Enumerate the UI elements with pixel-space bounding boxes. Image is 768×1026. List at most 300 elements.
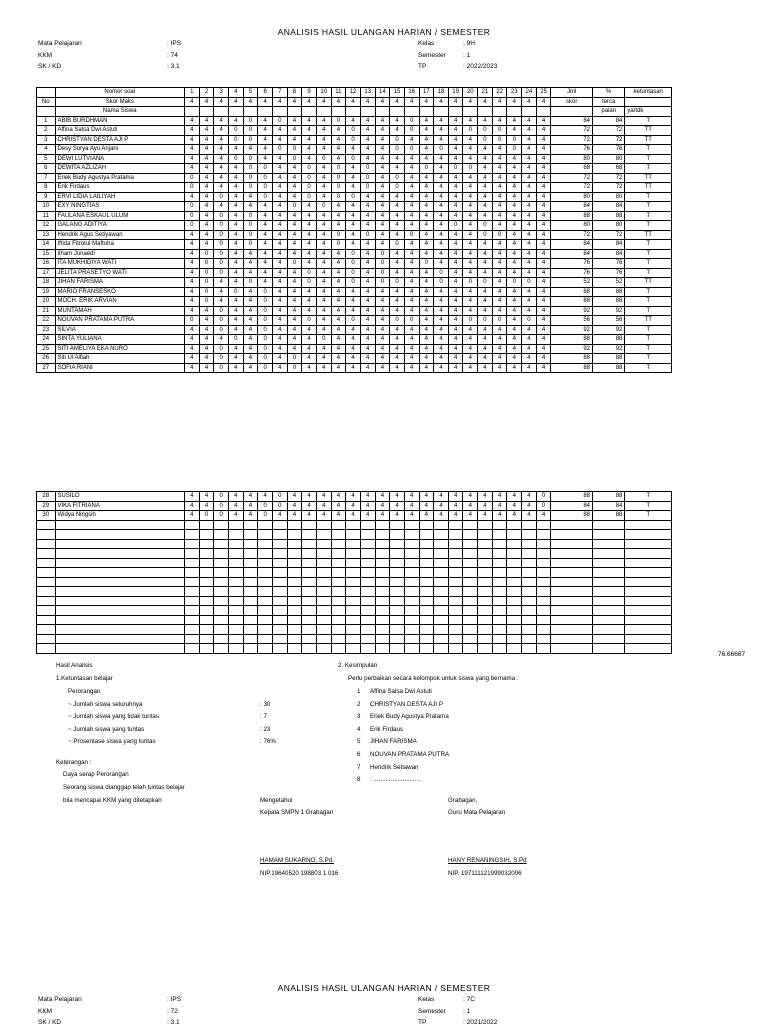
signature-right-role: Guru Mata Pelajaran (448, 809, 506, 816)
header-blank (258, 107, 273, 117)
student-total: 88 (551, 297, 593, 307)
question-number: 17 (419, 88, 434, 98)
student-score: 4 (390, 492, 405, 502)
empty-cell (331, 520, 346, 530)
conclusion-number: 6 (357, 751, 361, 758)
student-score: 4 (346, 221, 361, 231)
student-score: 4 (360, 240, 375, 250)
empty-cell (593, 625, 625, 635)
empty-cell (331, 539, 346, 549)
student-score: 0 (214, 363, 229, 373)
student-score: 4 (199, 316, 214, 326)
student-score: 4 (522, 135, 537, 145)
analysis-item-value: : 23 (260, 726, 271, 733)
student-score: 4 (448, 306, 463, 316)
student-percent: 72 (593, 183, 625, 193)
meta-value: : IPS (167, 40, 182, 47)
student-score: 4 (316, 278, 331, 288)
student-score: 4 (507, 164, 522, 174)
empty-row (37, 615, 672, 625)
student-score: 4 (419, 249, 434, 259)
student-name: Ilham Junaedi (55, 249, 185, 259)
empty-cell (390, 568, 405, 578)
student-score: 4 (272, 259, 287, 269)
empty-cell (593, 520, 625, 530)
student-score: 4 (536, 511, 551, 521)
student-score: 0 (243, 211, 258, 221)
student-name: ERVI LIDIA LAILIYAH (55, 192, 185, 202)
student-score: 4 (287, 287, 302, 297)
empty-cell (478, 587, 493, 597)
empty-cell (448, 625, 463, 635)
table-row (37, 297, 672, 307)
empty-cell (272, 615, 287, 625)
empty-cell (331, 549, 346, 559)
student-score: 0 (331, 192, 346, 202)
student-score: 0 (258, 344, 273, 354)
student-score: 4 (536, 135, 551, 145)
empty-cell (404, 568, 419, 578)
table-row (37, 501, 672, 511)
student-score: 4 (478, 259, 493, 269)
empty-cell (331, 634, 346, 644)
student-score: 4 (302, 287, 317, 297)
student-name: Desy Sorya Ayu Anjani (55, 145, 185, 155)
student-score: 4 (375, 306, 390, 316)
empty-row (37, 530, 672, 540)
student-percent: 80 (593, 154, 625, 164)
student-score: 4 (419, 221, 434, 231)
student-score: 4 (346, 354, 361, 364)
empty-cell (522, 644, 537, 654)
empty-cell (434, 520, 449, 530)
student-score: 4 (316, 126, 331, 136)
question-number: 12 (346, 88, 361, 98)
empty-cell (448, 549, 463, 559)
question-number: 21 (478, 88, 493, 98)
student-score: 4 (331, 325, 346, 335)
student-score: 4 (331, 335, 346, 345)
student-score: 4 (272, 306, 287, 316)
empty-cell (37, 558, 56, 568)
student-score: 4 (287, 192, 302, 202)
student-score: 4 (243, 192, 258, 202)
student-no: 28 (37, 492, 56, 502)
meta-value: : 2022/2023 (463, 63, 498, 70)
empty-cell (625, 577, 672, 587)
student-no: 22 (37, 316, 56, 326)
empty-cell (346, 606, 361, 616)
question-number: 20 (463, 88, 478, 98)
student-score: 4 (390, 325, 405, 335)
empty-cell (507, 587, 522, 597)
student-score: 4 (243, 145, 258, 155)
student-name: SUSILO (55, 492, 185, 502)
student-score: 4 (536, 354, 551, 364)
student-score: 4 (536, 316, 551, 326)
student-score: 4 (302, 259, 317, 269)
analysis-subtitle: 1.Ketuntasan belajar (56, 675, 113, 682)
student-score: 4 (228, 316, 243, 326)
student-score: 4 (419, 173, 434, 183)
student-score: 0 (492, 135, 507, 145)
student-score: 4 (463, 287, 478, 297)
empty-cell (522, 606, 537, 616)
student-score: 4 (492, 249, 507, 259)
student-total: 92 (551, 306, 593, 316)
student-score: 0 (199, 287, 214, 297)
student-score: 4 (258, 126, 273, 136)
header-blank (434, 107, 449, 117)
max-score: 4 (258, 97, 273, 107)
student-score: 0 (185, 173, 200, 183)
empty-cell (55, 587, 185, 597)
empty-cell (199, 530, 214, 540)
student-score: 4 (316, 173, 331, 183)
student-score: 4 (375, 354, 390, 364)
student-score: 4 (492, 221, 507, 231)
student-score: 4 (522, 240, 537, 250)
student-no: 16 (37, 259, 56, 269)
empty-cell (463, 644, 478, 654)
student-score: 4 (448, 126, 463, 136)
empty-cell (419, 558, 434, 568)
student-score: 0 (302, 316, 317, 326)
student-score: 0 (228, 287, 243, 297)
student-score: 4 (375, 335, 390, 345)
student-score: 4 (419, 363, 434, 373)
empty-row (37, 568, 672, 578)
student-score: 0 (404, 145, 419, 155)
page2-meta-value: : 1 (463, 1008, 471, 1015)
student-name: GALANG ADITIYA (55, 221, 185, 231)
signature-left-name: HAMAM SUKARNO, S.Pd. (260, 857, 334, 864)
student-score: 0 (302, 183, 317, 193)
empty-cell (419, 587, 434, 597)
student-score: 4 (346, 202, 361, 212)
empty-cell (37, 644, 56, 654)
student-score: 4 (243, 325, 258, 335)
header-row (37, 88, 672, 98)
empty-cell (404, 558, 419, 568)
student-score: 4 (522, 325, 537, 335)
student-score: 4 (463, 306, 478, 316)
student-score: 4 (419, 354, 434, 364)
student-no: 2 (37, 126, 56, 136)
student-score: 4 (185, 249, 200, 259)
student-score: 0 (287, 154, 302, 164)
student-score: 0 (258, 183, 273, 193)
student-name: SILVIA (55, 325, 185, 335)
student-score: 4 (360, 511, 375, 521)
student-score: 4 (463, 183, 478, 193)
empty-cell (551, 587, 593, 597)
student-score: 0 (463, 278, 478, 288)
student-score: 4 (331, 363, 346, 373)
empty-cell (551, 549, 593, 559)
student-total: 52 (551, 278, 593, 288)
student-score: 4 (434, 126, 449, 136)
max-score: 4 (185, 97, 200, 107)
student-score: 4 (214, 278, 229, 288)
student-score: 4 (316, 183, 331, 193)
empty-cell (199, 520, 214, 530)
empty-cell (55, 577, 185, 587)
student-status: T (625, 211, 672, 221)
student-score: 4 (536, 240, 551, 250)
student-score: 4 (228, 297, 243, 307)
student-score: 4 (375, 135, 390, 145)
student-name: CHRISTYAN DESTA AJI P (55, 135, 185, 145)
student-score: 4 (360, 501, 375, 511)
empty-cell (228, 539, 243, 549)
student-score: 4 (316, 306, 331, 316)
empty-cell (185, 539, 200, 549)
empty-cell (434, 634, 449, 644)
student-score: 4 (448, 335, 463, 345)
student-score: 4 (243, 335, 258, 345)
student-score: 4 (185, 344, 200, 354)
student-score: 4 (448, 145, 463, 155)
header-blank (316, 107, 331, 117)
student-score: 4 (448, 240, 463, 250)
conclusion-name: Eriek Budy Agustya Pratama (370, 713, 449, 721)
empty-row (37, 596, 672, 606)
empty-cell (478, 634, 493, 644)
student-score: 4 (507, 335, 522, 345)
student-score: 4 (331, 268, 346, 278)
empty-cell (492, 558, 507, 568)
empty-cell (258, 615, 273, 625)
empty-cell (302, 606, 317, 616)
student-score: 4 (302, 126, 317, 136)
header-pct: % (593, 88, 625, 98)
student-score: 4 (463, 344, 478, 354)
student-score: 0 (360, 230, 375, 240)
empty-cell (243, 530, 258, 540)
student-score: 4 (536, 173, 551, 183)
question-number: 9 (302, 88, 317, 98)
student-score: 0 (492, 126, 507, 136)
student-score: 4 (375, 192, 390, 202)
student-name: MARIO FRANSESKO (55, 287, 185, 297)
table-row (37, 278, 672, 288)
empty-cell (302, 625, 317, 635)
empty-cell (316, 625, 331, 635)
student-percent: 72 (593, 126, 625, 136)
max-score: 4 (214, 97, 229, 107)
student-score: 4 (258, 492, 273, 502)
student-score: 4 (492, 164, 507, 174)
student-score: 4 (287, 126, 302, 136)
header-blank (185, 107, 200, 117)
header-blank (463, 107, 478, 117)
empty-cell (390, 615, 405, 625)
student-name: Erik Firdaus (55, 183, 185, 193)
empty-cell (258, 587, 273, 597)
student-status: TT (625, 316, 672, 326)
student-percent: 84 (593, 249, 625, 259)
empty-cell (507, 634, 522, 644)
header-blank (228, 107, 243, 117)
empty-cell (287, 644, 302, 654)
student-score: 4 (434, 316, 449, 326)
student-score: 0 (434, 278, 449, 288)
empty-row (37, 644, 672, 654)
student-no: 26 (37, 354, 56, 364)
empty-cell (258, 539, 273, 549)
empty-cell (214, 606, 229, 616)
empty-cell (434, 587, 449, 597)
student-score: 4 (522, 221, 537, 231)
student-status: T (625, 259, 672, 269)
page2-meta-label: SK / KD (38, 1019, 62, 1026)
empty-cell (302, 568, 317, 578)
student-no: 10 (37, 202, 56, 212)
student-name: MOCH. ERIK ARVIAN (55, 297, 185, 307)
empty-cell (316, 520, 331, 530)
empty-cell (551, 615, 593, 625)
empty-cell (360, 615, 375, 625)
empty-cell (214, 625, 229, 635)
empty-cell (478, 568, 493, 578)
student-score: 4 (302, 230, 317, 240)
student-score: 4 (360, 221, 375, 231)
empty-cell (55, 596, 185, 606)
empty-cell (463, 539, 478, 549)
conclusion-name: JIHAN FARISMA (370, 738, 417, 746)
student-score: 4 (185, 126, 200, 136)
student-score: 0 (346, 278, 361, 288)
student-score: 4 (463, 501, 478, 511)
empty-cell (287, 539, 302, 549)
empty-cell (287, 549, 302, 559)
student-score: 0 (434, 145, 449, 155)
student-score: 4 (419, 154, 434, 164)
empty-cell (463, 577, 478, 587)
student-score: 4 (507, 183, 522, 193)
empty-cell (37, 577, 56, 587)
empty-cell (55, 625, 185, 635)
empty-cell (390, 634, 405, 644)
student-score: 0 (243, 230, 258, 240)
student-score: 4 (331, 306, 346, 316)
conclusion-number: 2 (357, 700, 361, 708)
student-score: 4 (522, 492, 537, 502)
student-score: 4 (316, 511, 331, 521)
student-score: 0 (272, 492, 287, 502)
student-score: 4 (507, 268, 522, 278)
signature-left-label: Mengetahui (260, 797, 293, 804)
empty-cell (360, 625, 375, 635)
student-score: 4 (287, 335, 302, 345)
student-score: 4 (316, 116, 331, 126)
student-score: 0 (214, 249, 229, 259)
student-score: 4 (448, 492, 463, 502)
empty-cell (536, 615, 551, 625)
student-score: 4 (478, 240, 493, 250)
meta-label: Semester (418, 52, 446, 59)
empty-cell (551, 625, 593, 635)
student-score: 4 (522, 192, 537, 202)
empty-cell (287, 596, 302, 606)
student-score: 4 (492, 202, 507, 212)
empty-cell (55, 558, 185, 568)
conclusion-number: 4 (357, 725, 361, 733)
student-score: 4 (404, 354, 419, 364)
student-score: 0 (228, 335, 243, 345)
student-score: 4 (478, 363, 493, 373)
student-score: 4 (272, 278, 287, 288)
student-score: 4 (390, 501, 405, 511)
student-score: 4 (243, 501, 258, 511)
student-score: 0 (214, 501, 229, 511)
empty-cell (243, 587, 258, 597)
empty-cell (214, 577, 229, 587)
student-score: 4 (492, 511, 507, 521)
student-score: 4 (434, 202, 449, 212)
page2-title: ANALISIS HASIL ULANGAN HARIAN / SEMESTER (277, 983, 491, 993)
student-score: 4 (434, 135, 449, 145)
student-score: 4 (331, 297, 346, 307)
student-score: 4 (390, 154, 405, 164)
student-score: 4 (346, 325, 361, 335)
student-score: 4 (287, 173, 302, 183)
student-score: 4 (302, 221, 317, 231)
empty-cell (375, 577, 390, 587)
header-jml: Jml (551, 88, 593, 98)
student-score: 4 (331, 492, 346, 502)
student-score: 4 (287, 268, 302, 278)
student-score: 4 (302, 154, 317, 164)
empty-cell (463, 568, 478, 578)
student-score: 0 (375, 259, 390, 269)
student-score: 4 (434, 183, 449, 193)
student-score: 4 (404, 183, 419, 193)
empty-cell (625, 558, 672, 568)
empty-cell (404, 530, 419, 540)
student-score: 4 (463, 363, 478, 373)
student-score: 0 (404, 316, 419, 326)
empty-cell (360, 606, 375, 616)
conclusion-number: 1 (357, 688, 361, 695)
empty-cell (551, 634, 593, 644)
analysis-item-label: ~ Prosentase siswa yang tuntas (68, 738, 156, 745)
empty-cell (272, 625, 287, 635)
student-score: 4 (478, 344, 493, 354)
student-score: 0 (287, 354, 302, 364)
empty-cell (272, 577, 287, 587)
student-score: 0 (258, 192, 273, 202)
student-score: 4 (360, 325, 375, 335)
student-score: 4 (507, 221, 522, 231)
question-number: 14 (375, 88, 390, 98)
header-blank (287, 107, 302, 117)
student-score: 4 (536, 145, 551, 155)
empty-cell (346, 587, 361, 597)
student-score: 0 (507, 278, 522, 288)
table-row (37, 221, 672, 231)
conclusion-title: 2. Kesimpulan (338, 662, 378, 669)
empty-cell (316, 587, 331, 597)
student-score: 4 (404, 211, 419, 221)
student-score: 4 (243, 492, 258, 502)
student-score: 4 (522, 202, 537, 212)
student-score: 4 (360, 211, 375, 221)
student-percent: 84 (593, 501, 625, 511)
empty-cell (214, 549, 229, 559)
student-score: 4 (375, 164, 390, 174)
